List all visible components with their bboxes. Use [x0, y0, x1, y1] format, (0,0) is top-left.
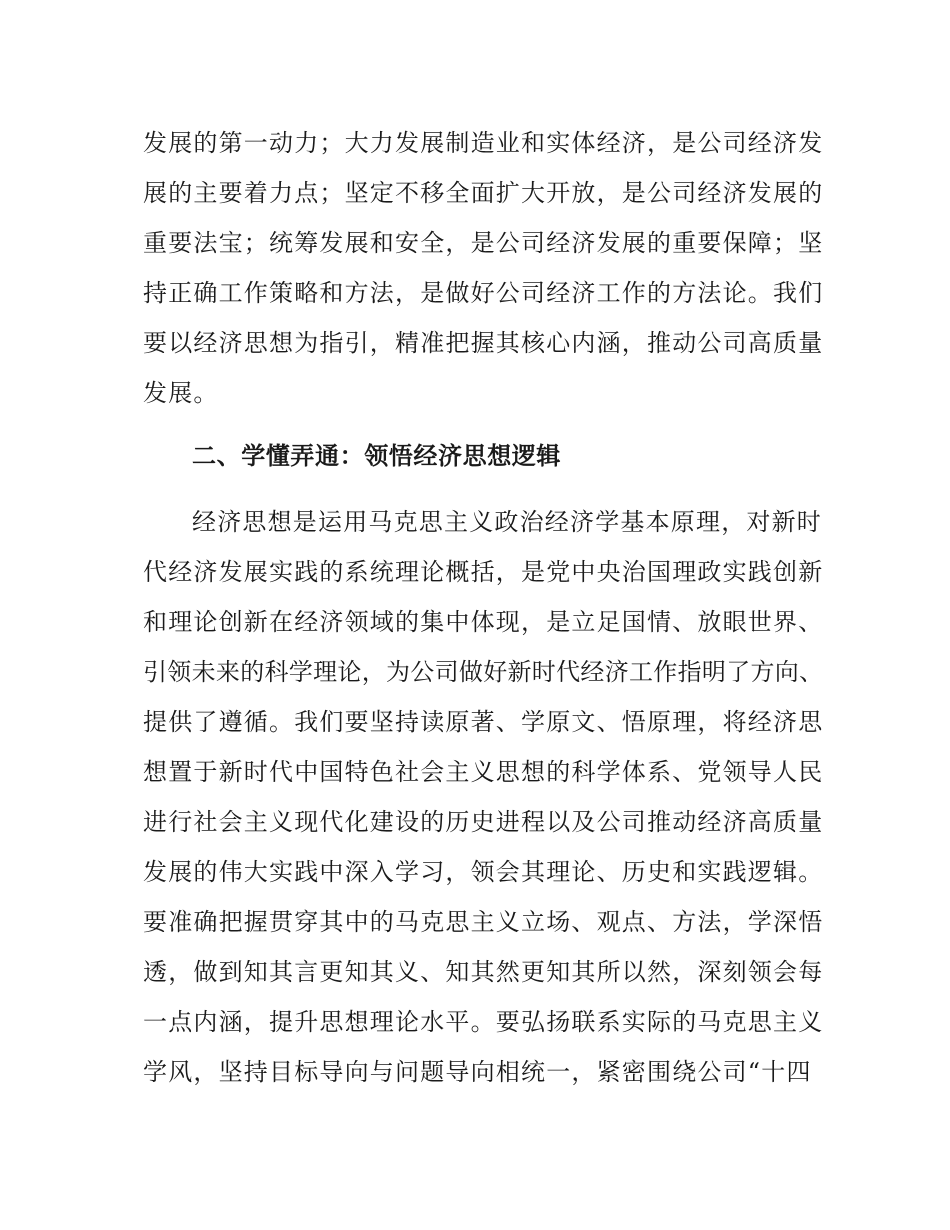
paragraph-2-line-10: 透，做到知其言更知其义、知其然更知其所以然，深刻领会每: [143, 958, 824, 986]
paragraph-2-line-6: 想置于新时代中国特色社会主义思想的科学体系、党领导人民: [143, 758, 824, 786]
paragraph-1-line-2: 展的主要着力点；坚定不移全面扩大开放，是公司经济发展的: [143, 179, 824, 207]
paragraph-1-line-5: 要以经济思想为指引，精准把握其核心内涵，推动公司高质量: [143, 329, 824, 357]
paragraph-2-line-5: 提供了遵循。我们要坚持读原著、学原文、悟原理，将经济思: [143, 708, 824, 736]
paragraph-2-line-9: 要准确把握贯穿其中的马克思主义立场、观点、方法，学深悟: [143, 908, 824, 936]
section-heading: 二、学懂弄通：领悟经济思想逻辑: [192, 442, 561, 470]
paragraph-2-line-7: 进行社会主义现代化建设的历史进程以及公司推动经济高质量: [143, 808, 824, 836]
paragraph-2-line-3: 和理论创新在经济领域的集中体现，是立足国情、放眼世界、: [143, 608, 824, 636]
paragraph-1-line-4: 持正确工作策略和方法，是做好公司经济工作的方法论。我们: [143, 279, 824, 307]
paragraph-2-line-11: 一点内涵，提升思想理论水平。要弘扬联系实际的马克思主义: [143, 1008, 824, 1036]
paragraph-1-line-1: 发展的第一动力；大力发展制造业和实体经济，是公司经济发: [143, 129, 824, 157]
paragraph-2-line-12: 学风，坚持目标导向与问题导向相统一，紧密围绕公司“十四: [143, 1058, 812, 1086]
paragraph-2-line-1: 经济思想是运用马克思主义政治经济学基本原理，对新时: [192, 508, 822, 536]
paragraph-2-line-2: 代经济发展实践的系统理论概括，是党中央治国理政实践创新: [143, 558, 824, 586]
paragraph-2-line-4: 引领未来的科学理论，为公司做好新时代经济工作指明了方向、: [143, 658, 824, 686]
paragraph-1-line-3: 重要法宝；统筹发展和安全，是公司经济发展的重要保障；坚: [143, 229, 824, 257]
paragraph-1-line-6: 发展。: [143, 379, 219, 407]
paragraph-2-line-8: 发展的伟大实践中深入学习，领会其理论、历史和实践逻辑。: [143, 858, 824, 886]
